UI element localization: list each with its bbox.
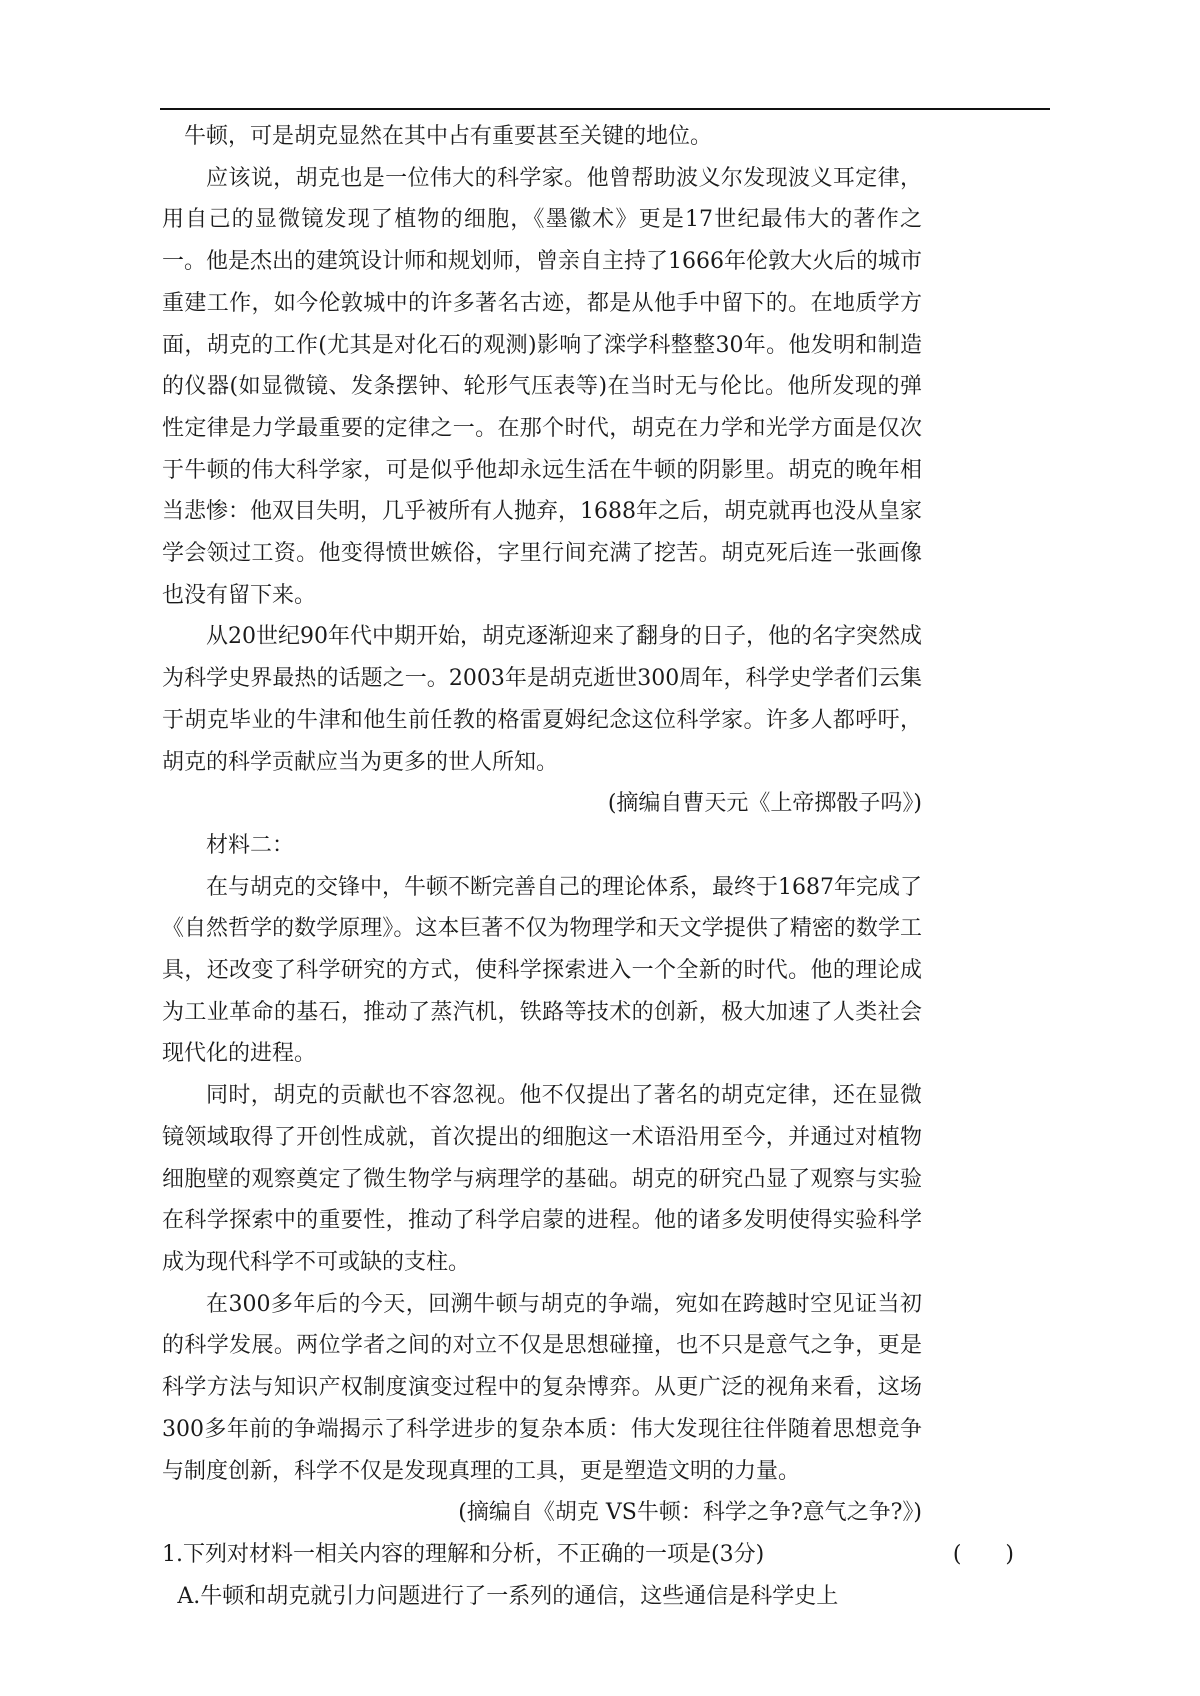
paragraph-hooke-legacy: 同时，胡克的贡献也不容忽视。他不仅提出了著名的胡克定律，还在显微镜领域取得了开创性成就，首次提出的细胞这一术语沿用至今，并通过对植物细胞壁的观察奠定了微生物学与病理学的基础。胡克的研究凸显了观察与实验在科学探索中的重要性，推动了科学启蒙的进程。他的诸多发明使得实验科学成为现代科学不可或缺的支柱。 [162,1083,922,1275]
header-rule [160,108,1050,110]
source-citation-1: (摘编自曹天元《上帝掷骰子吗》) [607,791,922,817]
source-citation-2: (摘编自《胡克 VS牛顿：科学之争?意气之争?》) [458,1500,922,1526]
answer-blank: ( ) [952,1541,1014,1567]
option-a: A.牛顿和胡克就引力问题进行了一系列的通信，这些通信是科学史上 [177,1583,839,1609]
paragraph-newton-principia: 在与胡克的交锋中，牛顿不断完善自己的理论体系，最终于1687年完成了《自然哲学的数学原理》。这本巨著不仅为物理学和天文学提供了精密的数学工具，还改变了科学研究的方式，使科学探索进入一个全新的时代。他的理论成为工业革命的基石，推动了蒸汽机，铁路等技术的创新，极大加速了人类社会现代化的进程。 [162,874,922,1067]
paragraph-continuation: 牛顿，可是胡克显然在其中占有重要甚至关键的地位。 [184,124,713,149]
paragraph-dispute-reflection: 在300多年后的今天，回溯牛顿与胡克的争端，宛如在跨越时空见证当初的科学发展。两位学者之间的对立不仅是思想碰撞，也不只是意气之争，更是科学方法与知识产权制度演变过程中的复杂博弈。从更广泛的视角来看，这场300多年前的争端揭示了科学进步的复杂本质：伟大发现往往伴随着思想竞争与制度创新，科学不仅是发现真理的工具，更是塑造文明的力量。 [162,1291,922,1484]
document-body [162,116,1014,1617]
paragraph-hooke-revival: 从20世纪90年代中期开始，胡克逐渐迎来了翻身的日子，他的名字突然成为科学史界最热的话题之一。2003年是胡克逝世300周年，科学史学者们云集于胡克毕业的牛津和他生前任教的格雷夏姆纪念这位科学家。许多人都呼吁，胡克的科学贡献应当为更多的世人所知。 [162,624,922,775]
question-1-stem: 1.下列对材料一相关内容的理解和分析，不正确的一项是(3分) [162,1541,765,1567]
question-1 [162,1534,1022,1576]
paragraph-hooke-contributions: 应该说，胡克也是一位伟大的科学家。他曾帮助波义尔发现波义耳定律，用自己的显微镜发现了植物的细胞，《墨徽术》更是17世纪最伟大的著作之一。他是杰出的建筑设计师和规划师，曾亲自主持了1666年伦敦大火后的城市重建工作，如今伦敦城中的许多著名古迹，都是从他手中留下的。在地质学方面，胡克的工作(尤其是对化石的观测)影响了滦学科整整30年。他发明和制造的仪器(如显微镜、发条摆钟、轮形气压表等)在当时无与伦比。他所发现的弹性定律是力学最重要的定律之一。在那个时代，胡克在力学和光学方面是仅次于牛顿的伟大科学家，可是似乎他却永远生活在牛顿的阴影里。胡克的晚年相当悲惨：他双目失明，几乎被所有人抛弃，1688年之后，胡克就再也没从皇家学会领过工资。他变得愤世嫉俗，字里行间充满了挖苦。胡克死后连一张画像也没有留下来。 [162,165,922,608]
material-two-heading: 材料二： [206,832,295,858]
